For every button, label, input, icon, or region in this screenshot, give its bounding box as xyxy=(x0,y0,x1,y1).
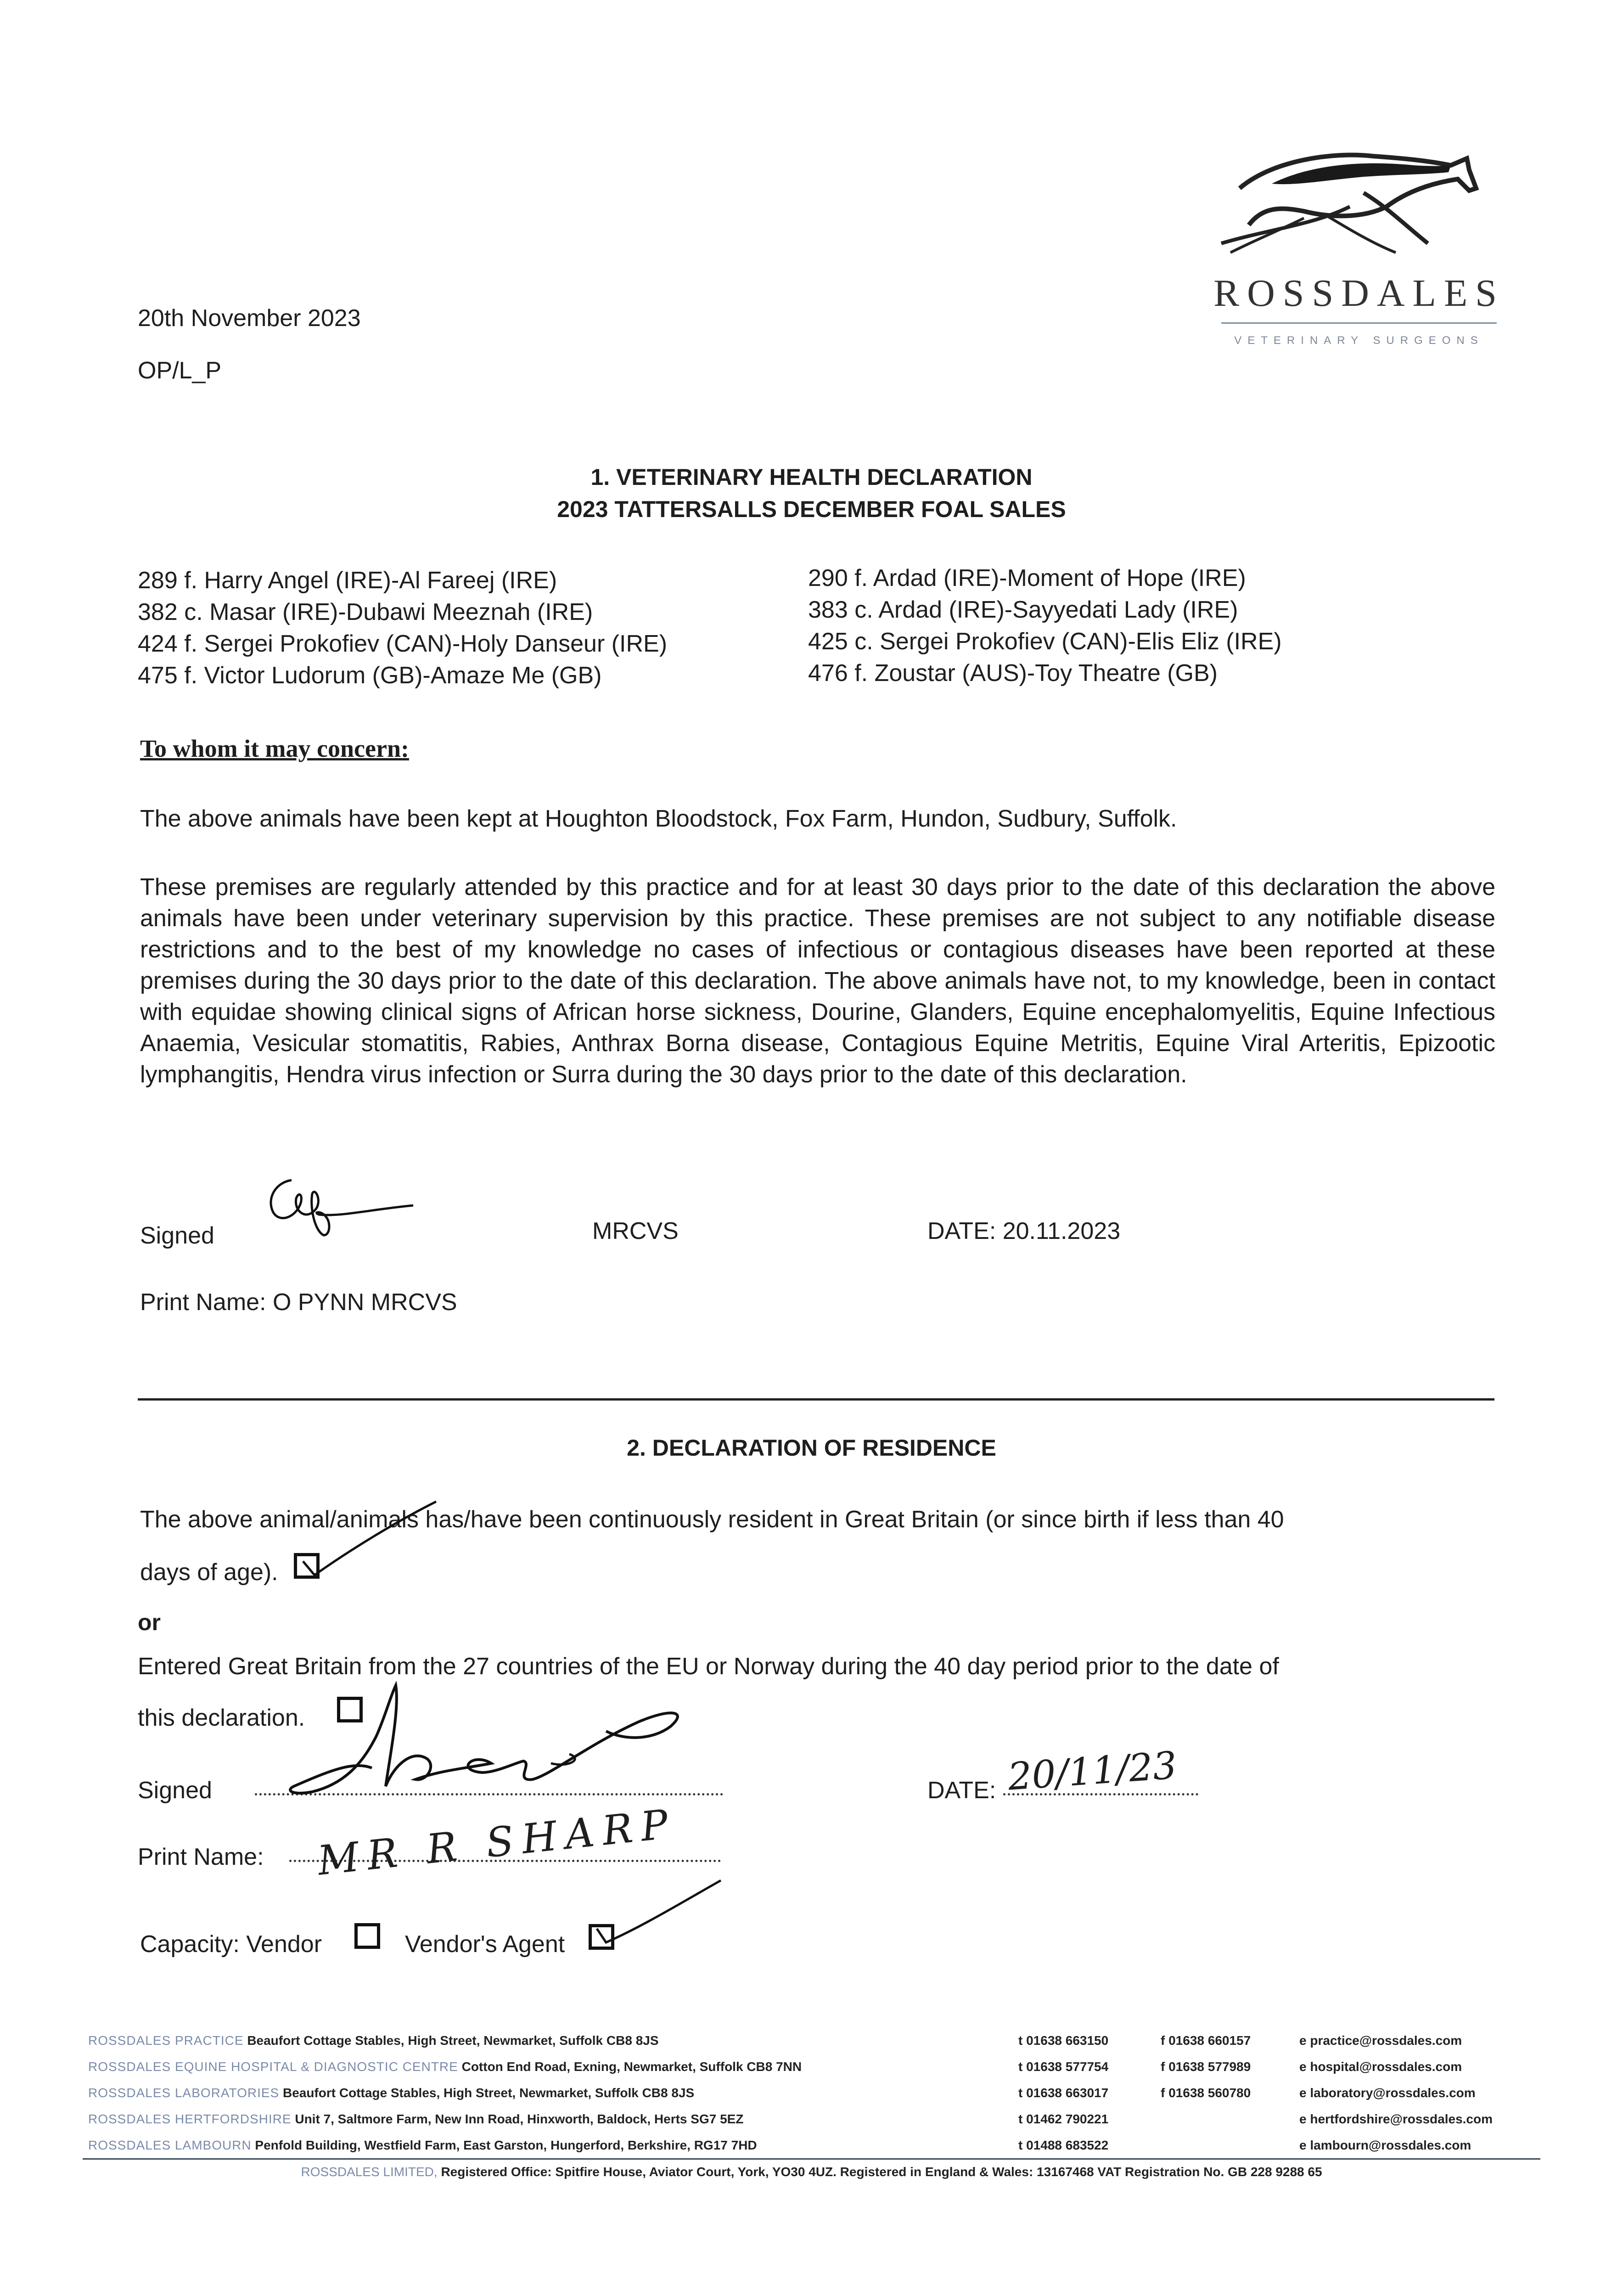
vendor-checkbox[interactable] xyxy=(354,1923,380,1949)
vendors-agent-label: Vendor's Agent xyxy=(405,1931,565,1958)
section1-subtitle: 2023 TATTERSALLS DECEMBER FOAL SALES xyxy=(557,496,1066,522)
footer-hospital xyxy=(88,2058,802,2076)
brand-subtitle: VETERINARY SURGEONS xyxy=(1234,334,1484,347)
footer-practice-email[interactable]: e practice@rossdales.com xyxy=(1299,2033,1462,2048)
resident-statement-line1: The above animal/animals has/have been continuously resident in Great Britain (or since birth if less than 40 xyxy=(140,1506,1284,1533)
document-reference: OP/L_P xyxy=(138,357,222,384)
footer-lambourn-name: ROSSDALES LAMBOURN xyxy=(88,2138,252,2152)
handwritten-date: 20/11/23 xyxy=(1006,1744,1179,1799)
footer-hertfordshire-address: Unit 7, Saltmore Farm, New Inn Road, Hinxworth, Baldock, Herts SG7 5EZ xyxy=(295,2112,744,2126)
kept-at-statement: The above animals have been kept at Houghton Bloodstock, Fox Farm, Hundon, Sudbury, Suffolk. xyxy=(140,805,1177,832)
section2-signed-label: Signed xyxy=(138,1777,212,1804)
brand-divider xyxy=(1221,322,1497,324)
section1-date: DATE: 20.11.2023 xyxy=(927,1218,1121,1244)
section2-date-label: DATE: xyxy=(927,1777,996,1804)
section1-print-name: Print Name: O PYNN MRCVS xyxy=(140,1289,457,1316)
animal-right-1: 290 f. Ardad (IRE)-Moment of Hope (IRE) xyxy=(808,565,1246,591)
animal-right-2: 383 c. Ardad (IRE)-Sayyedati Lady (IRE) xyxy=(808,597,1238,623)
animal-left-4: 475 f. Victor Ludorum (GB)-Amaze Me (GB) xyxy=(138,662,602,689)
entered-statement-line2: this declaration. xyxy=(138,1705,305,1731)
registered-office xyxy=(0,2165,1623,2179)
section2-print-name-label: Print Name: xyxy=(138,1844,264,1870)
rossdales-horse-logo-icon xyxy=(1212,138,1506,276)
document-date: 20th November 2023 xyxy=(138,305,361,332)
vet-signature-icon xyxy=(257,1166,422,1244)
or-separator: or xyxy=(138,1609,161,1635)
footer-practice xyxy=(88,2032,659,2050)
footer-hospital-tel: t 01638 577754 xyxy=(1018,2060,1109,2074)
footer-hospital-fax: f 01638 577989 xyxy=(1161,2060,1251,2074)
animal-left-2: 382 c. Masar (IRE)-Dubawi Meeznah (IRE) xyxy=(138,599,593,625)
resident-check-mark-icon xyxy=(298,1492,450,1584)
footer-lambourn xyxy=(88,2136,757,2155)
declaration-body: These premises are regularly attended by this practice and for at least 30 days prior to the date of this declaration the above animals have been under veterinary supervision by this practice. These premises are not subject to any notifiable disease restrictions and to the best of my knowledge no cases of infectious or contagious diseases have been reported at these premises during the 30 days prior to the date of this declaration. The above animals have not, to my knowledge, been in contact with equidae showing clinical signs of African horse sickness, Dourine, Glanders, Equine encephalomyelitis, Equine Infectious Anaemia, Vesicular stomatitis, Rabies, Anthrax Borna disease, Contagious Equine Metritis, Equine Viral Arteritis, Epizootic lymphangitis, Hendra virus infection or Surra during the 30 days prior to the date of this declaration. xyxy=(140,874,1495,1088)
animal-left-3: 424 f. Sergei Prokofiev (CAN)-Holy Danseur (IRE) xyxy=(138,630,668,657)
footer-hertfordshire-tel: t 01462 790221 xyxy=(1018,2112,1109,2126)
footer-laboratories xyxy=(88,2084,694,2102)
capacity-label: Capacity: Vendor xyxy=(140,1931,322,1958)
footer-laboratories-address: Beaufort Cottage Stables, High Street, Newmarket, Suffolk CB8 8JS xyxy=(282,2086,695,2100)
footer-laboratories-tel: t 01638 663017 xyxy=(1018,2086,1109,2100)
animal-right-4: 476 f. Zoustar (AUS)-Toy Theatre (GB) xyxy=(808,660,1218,687)
footer-laboratories-email[interactable]: e laboratory@rossdales.com xyxy=(1299,2086,1476,2100)
footer-hospital-address: Cotton End Road, Exning, Newmarket, Suffolk CB8 7NN xyxy=(461,2060,802,2074)
footer-lambourn-email[interactable]: e lambourn@rossdales.com xyxy=(1299,2138,1471,2152)
footer-laboratories-name: ROSSDALES LABORATORIES xyxy=(88,2086,280,2100)
section1-signed-label: Signed xyxy=(140,1222,214,1249)
registered-company-name: ROSSDALES LIMITED, xyxy=(301,2165,438,2179)
footer-hospital-name: ROSSDALES EQUINE HOSPITAL & DIAGNOSTIC CENTRE xyxy=(88,2060,458,2074)
registered-office-text: Registered Office: Spitfire House, Aviator Court, York, YO30 4UZ. Registered in England & Wales: 13167468 VAT Registration No. GB 228 9288 65 xyxy=(441,2165,1322,2179)
footer-hospital-email[interactable]: e hospital@rossdales.com xyxy=(1299,2060,1462,2074)
footer-laboratories-fax: f 01638 560780 xyxy=(1161,2086,1251,2100)
entered-statement-line1: Entered Great Britain from the 27 countries of the EU or Norway during the 40 day period prior to the date of xyxy=(138,1653,1279,1680)
salutation: To whom it may concern: xyxy=(140,735,409,762)
footer-practice-fax: f 01638 660157 xyxy=(1161,2033,1251,2048)
animal-left-1: 289 f. Harry Angel (IRE)-Al Fareej (IRE) xyxy=(138,567,557,594)
footer-practice-tel: t 01638 663150 xyxy=(1018,2033,1109,2048)
animal-right-3: 425 c. Sergei Prokofiev (CAN)-Elis Eliz (IRE) xyxy=(808,628,1282,655)
section1-title: 1. VETERINARY HEALTH DECLARATION xyxy=(590,464,1033,490)
footer-hertfordshire xyxy=(88,2110,743,2128)
footer-hertfordshire-email[interactable]: e hertfordshire@rossdales.com xyxy=(1299,2112,1493,2126)
footer-practice-name: ROSSDALES PRACTICE xyxy=(88,2033,244,2048)
owner-signature-icon xyxy=(275,1671,735,1805)
footer-divider xyxy=(83,2158,1540,2160)
footer-practice-address: Beaufort Cottage Stables, High Street, Newmarket, Suffolk CB8 8JS xyxy=(247,2033,659,2048)
footer-lambourn-tel: t 01488 683522 xyxy=(1018,2138,1109,2152)
vendors-agent-check-mark-icon xyxy=(592,1874,730,1956)
handwritten-print-name: MR R SHARP xyxy=(315,1800,679,1885)
footer-hertfordshire-name: ROSSDALES HERTFORDSHIRE xyxy=(88,2112,292,2126)
section2-title: 2. DECLARATION OF RESIDENCE xyxy=(627,1435,996,1461)
footer-lambourn-address: Penfold Building, Westfield Farm, East Garston, Hungerford, Berkshire, RG17 7HD xyxy=(255,2138,757,2152)
mrcvs-label: MRCVS xyxy=(592,1218,679,1244)
resident-statement-line2: days of age). xyxy=(140,1559,278,1586)
section-divider xyxy=(138,1398,1494,1401)
brand-name: ROSSDALES xyxy=(1213,272,1505,315)
